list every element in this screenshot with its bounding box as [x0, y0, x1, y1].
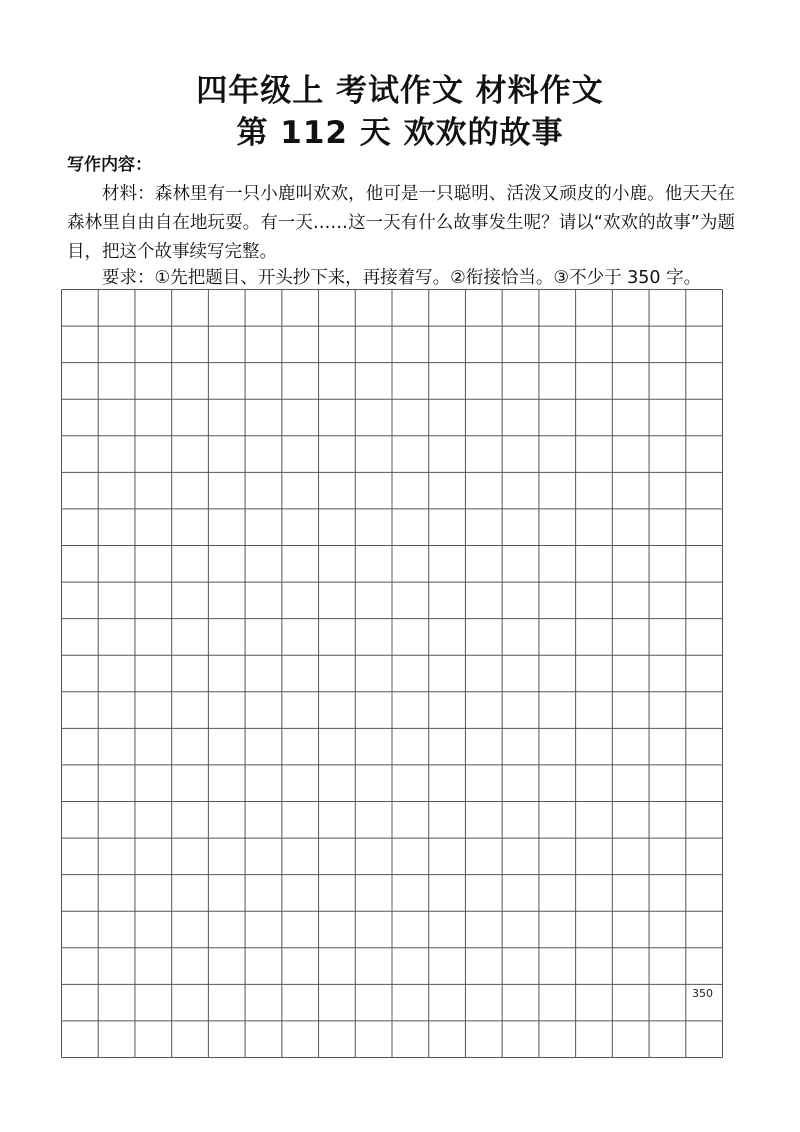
word-count-marker: 350: [692, 987, 713, 1000]
page-title: 四年级上 考试作文 材料作文: [196, 73, 604, 109]
page-subtitle: 第 112 天 欢欢的故事: [236, 115, 564, 151]
writing-grid: [61, 289, 723, 1058]
requirement-paragraph: 要求：①先把题目、开头抄下来，再接着写。②衔接恰当。③不少于 350 字。: [102, 268, 702, 288]
writing-grid-lines: [61, 289, 723, 1058]
material-paragraph: 材料：森林里有一只小鹿叫欢欢，他可是一只聪明、活泼又顽皮的小鹿。他天天在森林里自由自在地玩耍。有一天……这一天有什么故事发生呢？请以“欢欢的故事”为题目，把这个故事续写完整。: [67, 184, 735, 262]
section-label: 写作内容：: [67, 155, 152, 175]
